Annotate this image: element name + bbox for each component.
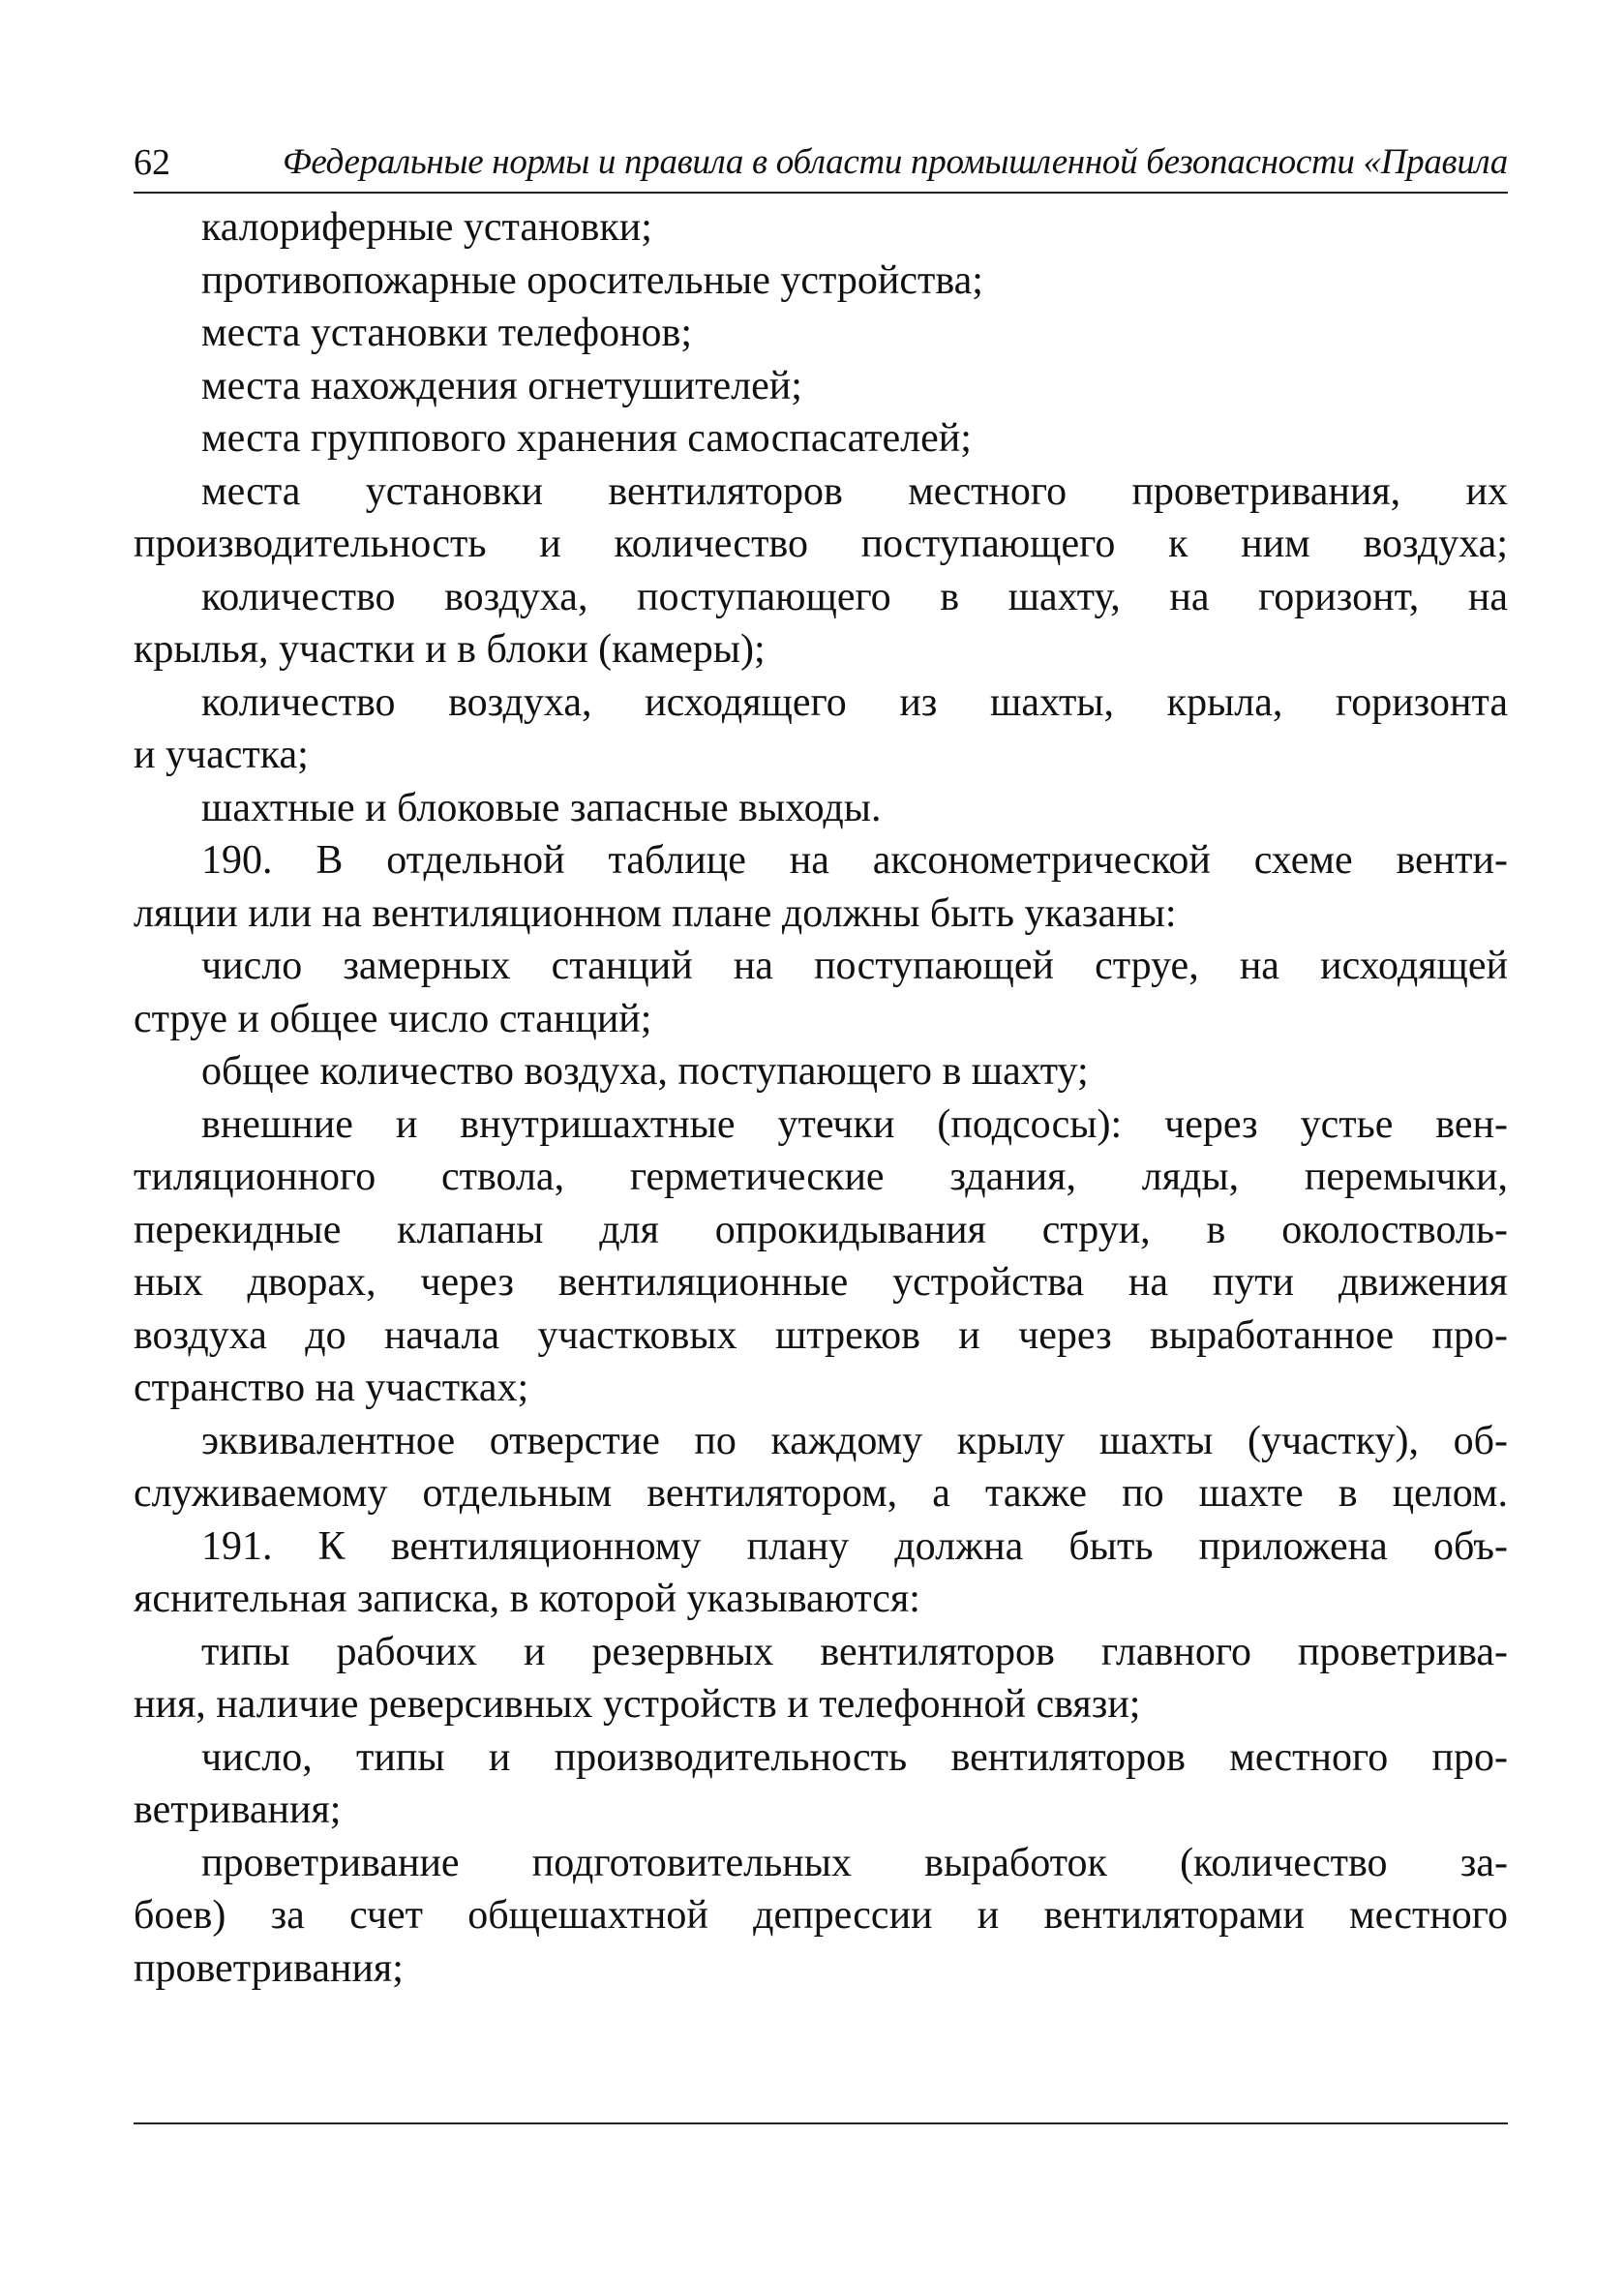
text-line: места нахождения огнетушителей; <box>201 363 802 408</box>
text-line: калориферные установки; <box>201 205 652 250</box>
page-number: 62 <box>134 142 170 183</box>
text-line: эквивалентное отверстие по каждому крылу шахты (участку), об- <box>201 1418 1508 1463</box>
text-line: места группового хранения самоспасателей; <box>201 416 972 461</box>
text-line: проветривания; <box>134 1945 404 1991</box>
page-header <box>134 135 1508 194</box>
text-line: воздуха до начала участковых штреков и через выработанное про- <box>134 1312 1508 1358</box>
text-line: типы рабочих и резервных вентиляторов главного проветрива- <box>201 1629 1508 1674</box>
text-line: противопожарные оросительные устройства; <box>201 257 983 303</box>
header-rule <box>134 192 1508 194</box>
text-line: ния, наличие реверсивных устройств и телефонной связи; <box>134 1682 1141 1727</box>
text-line: внешние и внутришахтные утечки (подсосы): через устье вен- <box>201 1101 1508 1147</box>
body-text <box>134 201 1508 1995</box>
text-line: число замерных станций на поступающей струе, на исходящей <box>201 944 1508 988</box>
running-title: Федеральные нормы и правила в области промышленной безопасности «Правила <box>282 142 1508 182</box>
text-line: ляции или на вентиляционном плане должны быть указаны: <box>134 890 1177 936</box>
text-line: тиляционного ствола, герметические здания, ляды, перемычки, <box>134 1155 1508 1199</box>
text-line: яснительная записка, в которой указываются: <box>134 1577 920 1621</box>
text-line: перекидные клапаны для опрокидывания струи, в околостволь- <box>134 1207 1508 1252</box>
text-line: крылья, участки и в блоки (камеры); <box>134 627 766 672</box>
text-line: ветривания; <box>134 1788 342 1832</box>
text-line: струе и общее число станций; <box>134 996 652 1041</box>
text-line: шахтные и блоковые запасные выходы. <box>201 785 882 830</box>
text-line: число, типы и производительность вентиляторов местного про- <box>201 1734 1508 1780</box>
text-line: проветривание подготовительных выработок (количество за- <box>201 1840 1508 1885</box>
text-line: количество воздуха, поступающего в шахту, на горизонт, на <box>201 574 1508 619</box>
text-line: и участка; <box>134 733 309 777</box>
text-line: общее количество воздуха, поступающего в шахту; <box>201 1049 1089 1094</box>
text-line: количество воздуха, исходящего из шахты, крыла, горизонта <box>201 679 1508 725</box>
text-line: 190. В отдельной таблице на аксонометрической схеме венти- <box>201 838 1508 883</box>
text-line: ных дворах, через вентиляционные устройства на пути движения <box>134 1260 1508 1305</box>
footer-rule <box>134 2122 1508 2124</box>
text-line: странство на участках; <box>134 1366 529 1410</box>
text-line: места установки вентиляторов местного проветривания, их <box>201 468 1508 514</box>
text-line: места установки телефонов; <box>201 311 693 355</box>
text-line: 191. К вентиляционному плану должна быть приложена объ- <box>201 1523 1508 1569</box>
text-line: производительность и количество поступающего к ним воздуха; <box>134 522 1508 566</box>
text-line: служиваемому отдельным вентилятором, а также по шахте в целом. <box>134 1471 1508 1516</box>
text-line: боев) за счет общешахтной депрессии и вентиляторами местного <box>134 1893 1508 1938</box>
